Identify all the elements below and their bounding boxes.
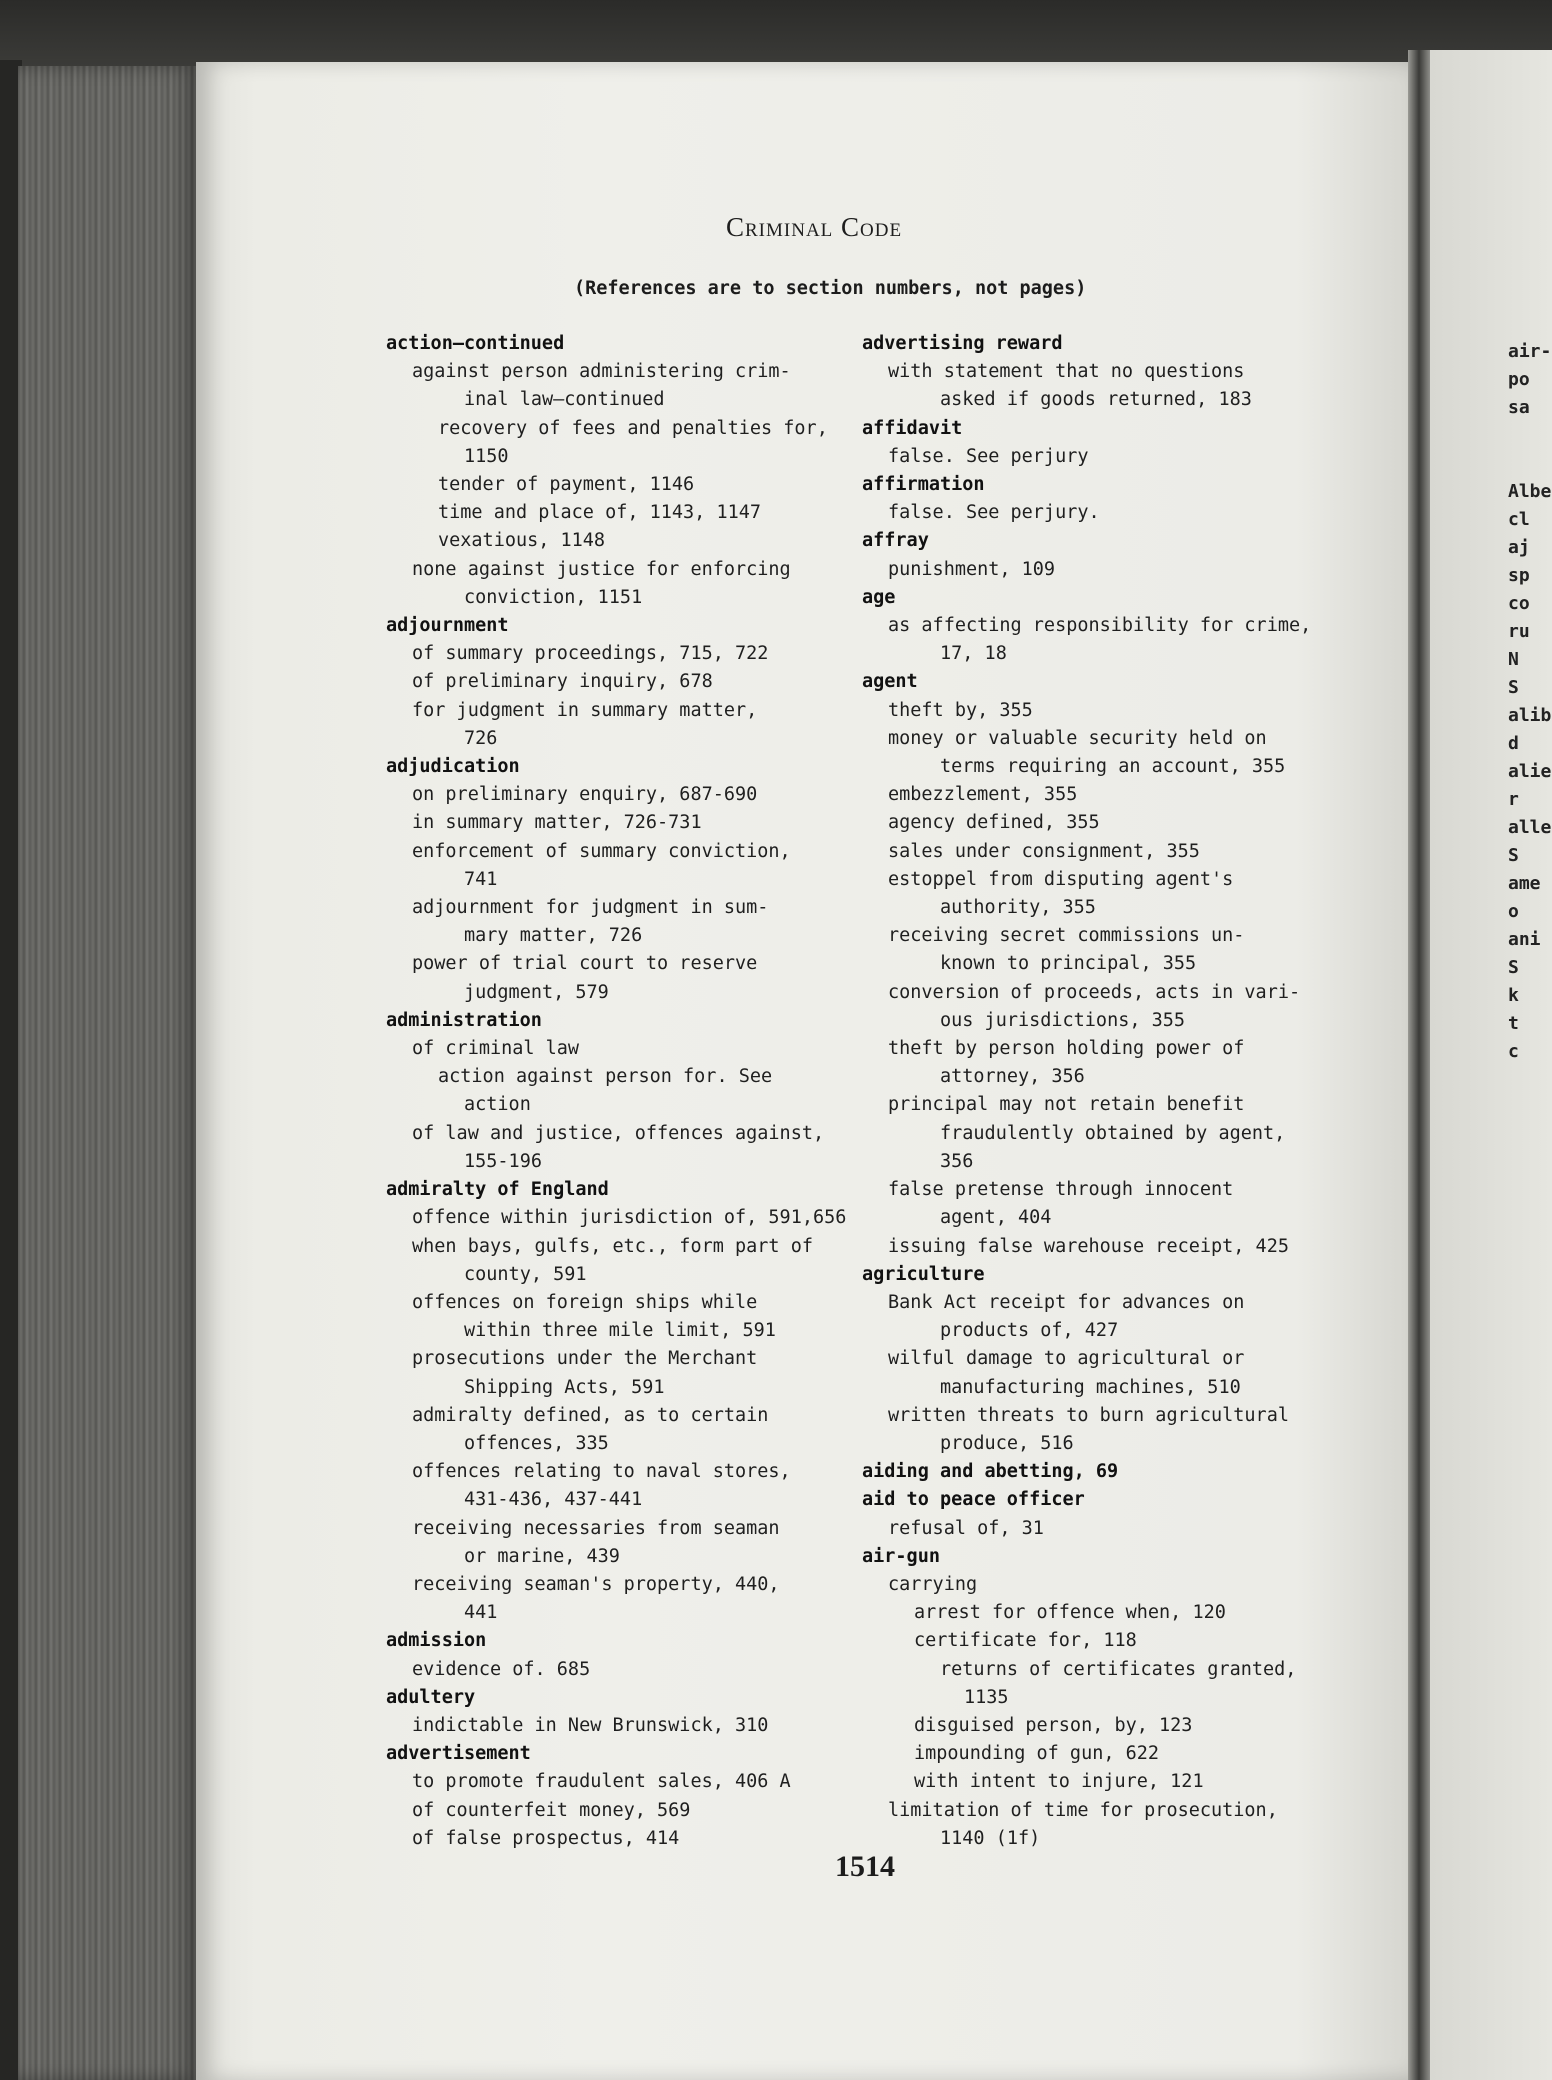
index-heading: agent: [862, 671, 918, 693]
index-entry: conviction, 1151: [464, 586, 643, 608]
index-entry: of criminal law: [412, 1038, 580, 1060]
index-entry: mary matter, 726: [464, 925, 643, 947]
index-entry: 741: [464, 868, 498, 890]
index-column-right: [862, 330, 1336, 1853]
index-entry: with intent to injure, 121: [914, 1771, 1204, 1793]
index-heading: adultery: [386, 1686, 476, 1708]
index-heading: aiding and abetting, 69: [862, 1461, 1119, 1483]
index-entry: enforcement of summary conviction,: [412, 840, 791, 862]
index-entry: on preliminary enquiry, 687-690: [412, 784, 758, 806]
adjacent-page-fragment: t: [1508, 1013, 1519, 1034]
index-entry: as affecting responsibility for crime,: [888, 615, 1312, 637]
index-entry: recovery of fees and penalties for,: [438, 417, 828, 439]
index-entry: Shipping Acts, 591: [464, 1376, 665, 1398]
adjacent-page-fragment: ani: [1508, 929, 1541, 950]
index-entry: of law and justice, offences against,: [412, 1122, 825, 1144]
index-entry: prosecutions under the Merchant: [412, 1348, 758, 1370]
adjacent-page-fragment: sp: [1508, 565, 1530, 586]
index-entry: adjournment for judgment in sum-: [412, 897, 769, 919]
index-entry: false. See perjury.: [888, 502, 1100, 524]
index-entry: admiralty defined, as to certain: [412, 1404, 769, 1426]
index-entry: evidence of. 685: [412, 1658, 591, 1680]
index-entry: vexatious, 1148: [438, 530, 606, 552]
index-entry: 431-436, 437-441: [464, 1489, 643, 1511]
index-entry: money or valuable security held on: [888, 727, 1267, 749]
index-entry: 1135: [964, 1686, 1009, 1708]
index-heading: adjudication: [386, 756, 520, 778]
index-heading: admission: [386, 1630, 487, 1652]
index-entry: receiving secret commissions un-: [888, 925, 1245, 947]
index-entry: county, 591: [464, 1263, 587, 1285]
index-entry: written threats to burn agricultural: [888, 1404, 1289, 1426]
adjacent-page-fragment: cl: [1508, 509, 1530, 530]
index-entry: agency defined, 355: [888, 812, 1100, 834]
index-entry: time and place of, 1143, 1147: [438, 502, 762, 524]
index-entry: terms requiring an account, 355: [940, 756, 1286, 778]
index-entry: conversion of proceeds, acts in vari-: [888, 981, 1301, 1003]
index-heading: affidavit: [862, 417, 963, 439]
index-heading: action—continued: [386, 333, 565, 354]
index-entry: theft by, 355: [888, 699, 1033, 721]
index-entry: offences on foreign ships while: [412, 1291, 758, 1313]
index-entry: 17, 18: [940, 643, 1007, 665]
adjacent-page-fragment: k: [1508, 985, 1519, 1006]
index-entry: arrest for offence when, 120: [914, 1602, 1226, 1624]
index-entry: sales under consignment, 355: [888, 840, 1200, 862]
index-entry: produce, 516: [940, 1432, 1074, 1454]
index-entry: wilful damage to agricultural or: [888, 1348, 1245, 1370]
adjacent-page-fragment: Albe: [1508, 481, 1552, 502]
index-entry: of false prospectus, 414: [412, 1827, 680, 1849]
adjacent-page-fragment: r: [1508, 789, 1519, 810]
index-entry: Bank Act receipt for advances on: [888, 1291, 1245, 1313]
index-entry: manufacturing machines, 510: [940, 1376, 1241, 1398]
index-entry: 356: [940, 1150, 974, 1172]
index-entry: of summary proceedings, 715, 722: [412, 643, 769, 665]
index-entry: embezzlement, 355: [888, 784, 1078, 806]
index-entry: tender of payment, 1146: [438, 474, 695, 496]
index-heading: administration: [386, 1009, 542, 1031]
index-heading: agriculture: [862, 1263, 985, 1285]
adjacent-page-fragment: c: [1508, 1041, 1519, 1062]
index-entry: ous jurisdictions, 355: [940, 1009, 1186, 1031]
index-column-left: [386, 330, 856, 1853]
index-entry: action: [464, 1094, 531, 1116]
index-entry: offence within jurisdiction of, 591,656: [412, 1207, 847, 1229]
adjacent-page-fragment: co: [1508, 593, 1530, 614]
book-page-edges: [18, 66, 200, 2080]
adjacent-page-fragment: S: [1508, 845, 1519, 866]
index-entry: power of trial court to reserve: [412, 953, 758, 975]
index-entry: or marine, 439: [464, 1545, 620, 1567]
index-entry: false. See perjury: [888, 445, 1089, 467]
index-entry: receiving seaman's property, 440,: [412, 1573, 780, 1595]
index-entry: false pretense through innocent: [888, 1179, 1234, 1201]
adjacent-page-fragment: o: [1508, 901, 1519, 922]
adjacent-page-fragment: alie: [1508, 761, 1552, 782]
index-entry: for judgment in summary matter,: [412, 699, 758, 721]
index-entry: of preliminary inquiry, 678: [412, 671, 713, 693]
index-heading: admiralty of England: [386, 1179, 609, 1201]
adjacent-page-fragment: aj: [1508, 537, 1530, 558]
index-entry: with statement that no questions: [888, 361, 1245, 383]
page-title: Criminal Code: [726, 212, 903, 242]
index-entry: known to principal, 355: [940, 953, 1197, 975]
page-subtitle: (References are to section numbers, not pages): [574, 278, 1087, 299]
adjacent-page-fragment: po: [1508, 369, 1530, 390]
index-entry: of counterfeit money, 569: [412, 1799, 691, 1821]
index-entry: 1140 (1f): [940, 1827, 1041, 1849]
scanner-background: [0, 0, 1552, 70]
index-entry: in summary matter, 726-731: [412, 812, 702, 834]
index-heading: air-gun: [862, 1545, 940, 1567]
index-entry: authority, 355: [940, 897, 1096, 919]
index-entry: offences, 335: [464, 1432, 609, 1454]
index-entry: punishment, 109: [888, 558, 1056, 580]
index-entry: receiving necessaries from seaman: [412, 1517, 780, 1539]
index-entry: when bays, gulfs, etc., form part of: [412, 1235, 813, 1257]
index-entry: within three mile limit, 591: [464, 1320, 776, 1342]
index-entry: asked if goods returned, 183: [940, 389, 1252, 411]
index-entry: to promote fraudulent sales, 406 A: [412, 1771, 791, 1793]
adjacent-page-text: [1508, 338, 1552, 1066]
index-heading: adjournment: [386, 615, 509, 637]
adjacent-page-fragment: alib: [1508, 705, 1552, 726]
index-entry: attorney, 356: [940, 1066, 1085, 1088]
adjacent-page-fragment: sa: [1508, 397, 1530, 418]
index-entry: products of, 427: [940, 1320, 1119, 1342]
index-entry: 155-196: [464, 1150, 542, 1172]
index-heading: aid to peace officer: [862, 1489, 1085, 1511]
index-entry: estoppel from disputing agent's: [888, 868, 1234, 890]
index-entry: limitation of time for prosecution,: [888, 1799, 1278, 1821]
index-entry: returns of certificates granted,: [940, 1658, 1297, 1680]
index-entry: theft by person holding power of: [888, 1038, 1245, 1060]
book-gutter: [1408, 50, 1430, 2080]
adjacent-page-fragment: S: [1508, 957, 1519, 978]
index-entry: indictable in New Brunswick, 310: [412, 1714, 769, 1736]
index-entry: impounding of gun, 622: [914, 1743, 1160, 1765]
adjacent-page-fragment: S: [1508, 677, 1519, 698]
index-heading: affray: [862, 530, 929, 552]
index-entry: judgment, 579: [464, 981, 609, 1003]
adjacent-page-fragment: [1508, 422, 1552, 450]
index-heading: advertisement: [386, 1743, 531, 1765]
adjacent-page-fragment: d: [1508, 733, 1519, 754]
index-heading: affirmation: [862, 474, 985, 496]
adjacent-page-fragment: ame: [1508, 873, 1541, 894]
index-entry: disguised person, by, 123: [914, 1714, 1193, 1736]
index-entry: 441: [464, 1602, 498, 1624]
index-entry: 726: [464, 727, 498, 749]
adjacent-page-fragment: air-: [1508, 341, 1552, 362]
index-entry: agent, 404: [940, 1207, 1052, 1229]
index-heading: advertising reward: [862, 333, 1063, 354]
page-number: 1514: [835, 1850, 895, 1883]
index-entry: carrying: [888, 1573, 978, 1595]
index-heading: age: [862, 586, 896, 608]
index-entry: fraudulently obtained by agent,: [940, 1122, 1286, 1144]
adjacent-page-fragment: N: [1508, 649, 1519, 670]
index-entry: against person administering crim-: [412, 361, 791, 383]
index-entry: action against person for. See: [438, 1066, 773, 1088]
index-entry: none against justice for enforcing: [412, 558, 791, 580]
index-entry: offences relating to naval stores,: [412, 1461, 791, 1483]
adjacent-page-fragment: [1508, 450, 1552, 478]
index-entry: refusal of, 31: [888, 1517, 1044, 1539]
adjacent-page-fragment: ru: [1508, 621, 1530, 642]
index-entry: certificate for, 118: [914, 1630, 1137, 1652]
index-entry: 1150: [464, 445, 509, 467]
index-entry: principal may not retain benefit: [888, 1094, 1245, 1116]
index-entry: inal law—continued: [464, 389, 665, 411]
index-entry: issuing false warehouse receipt, 425: [888, 1235, 1289, 1257]
adjacent-page-fragment: alle: [1508, 817, 1552, 838]
